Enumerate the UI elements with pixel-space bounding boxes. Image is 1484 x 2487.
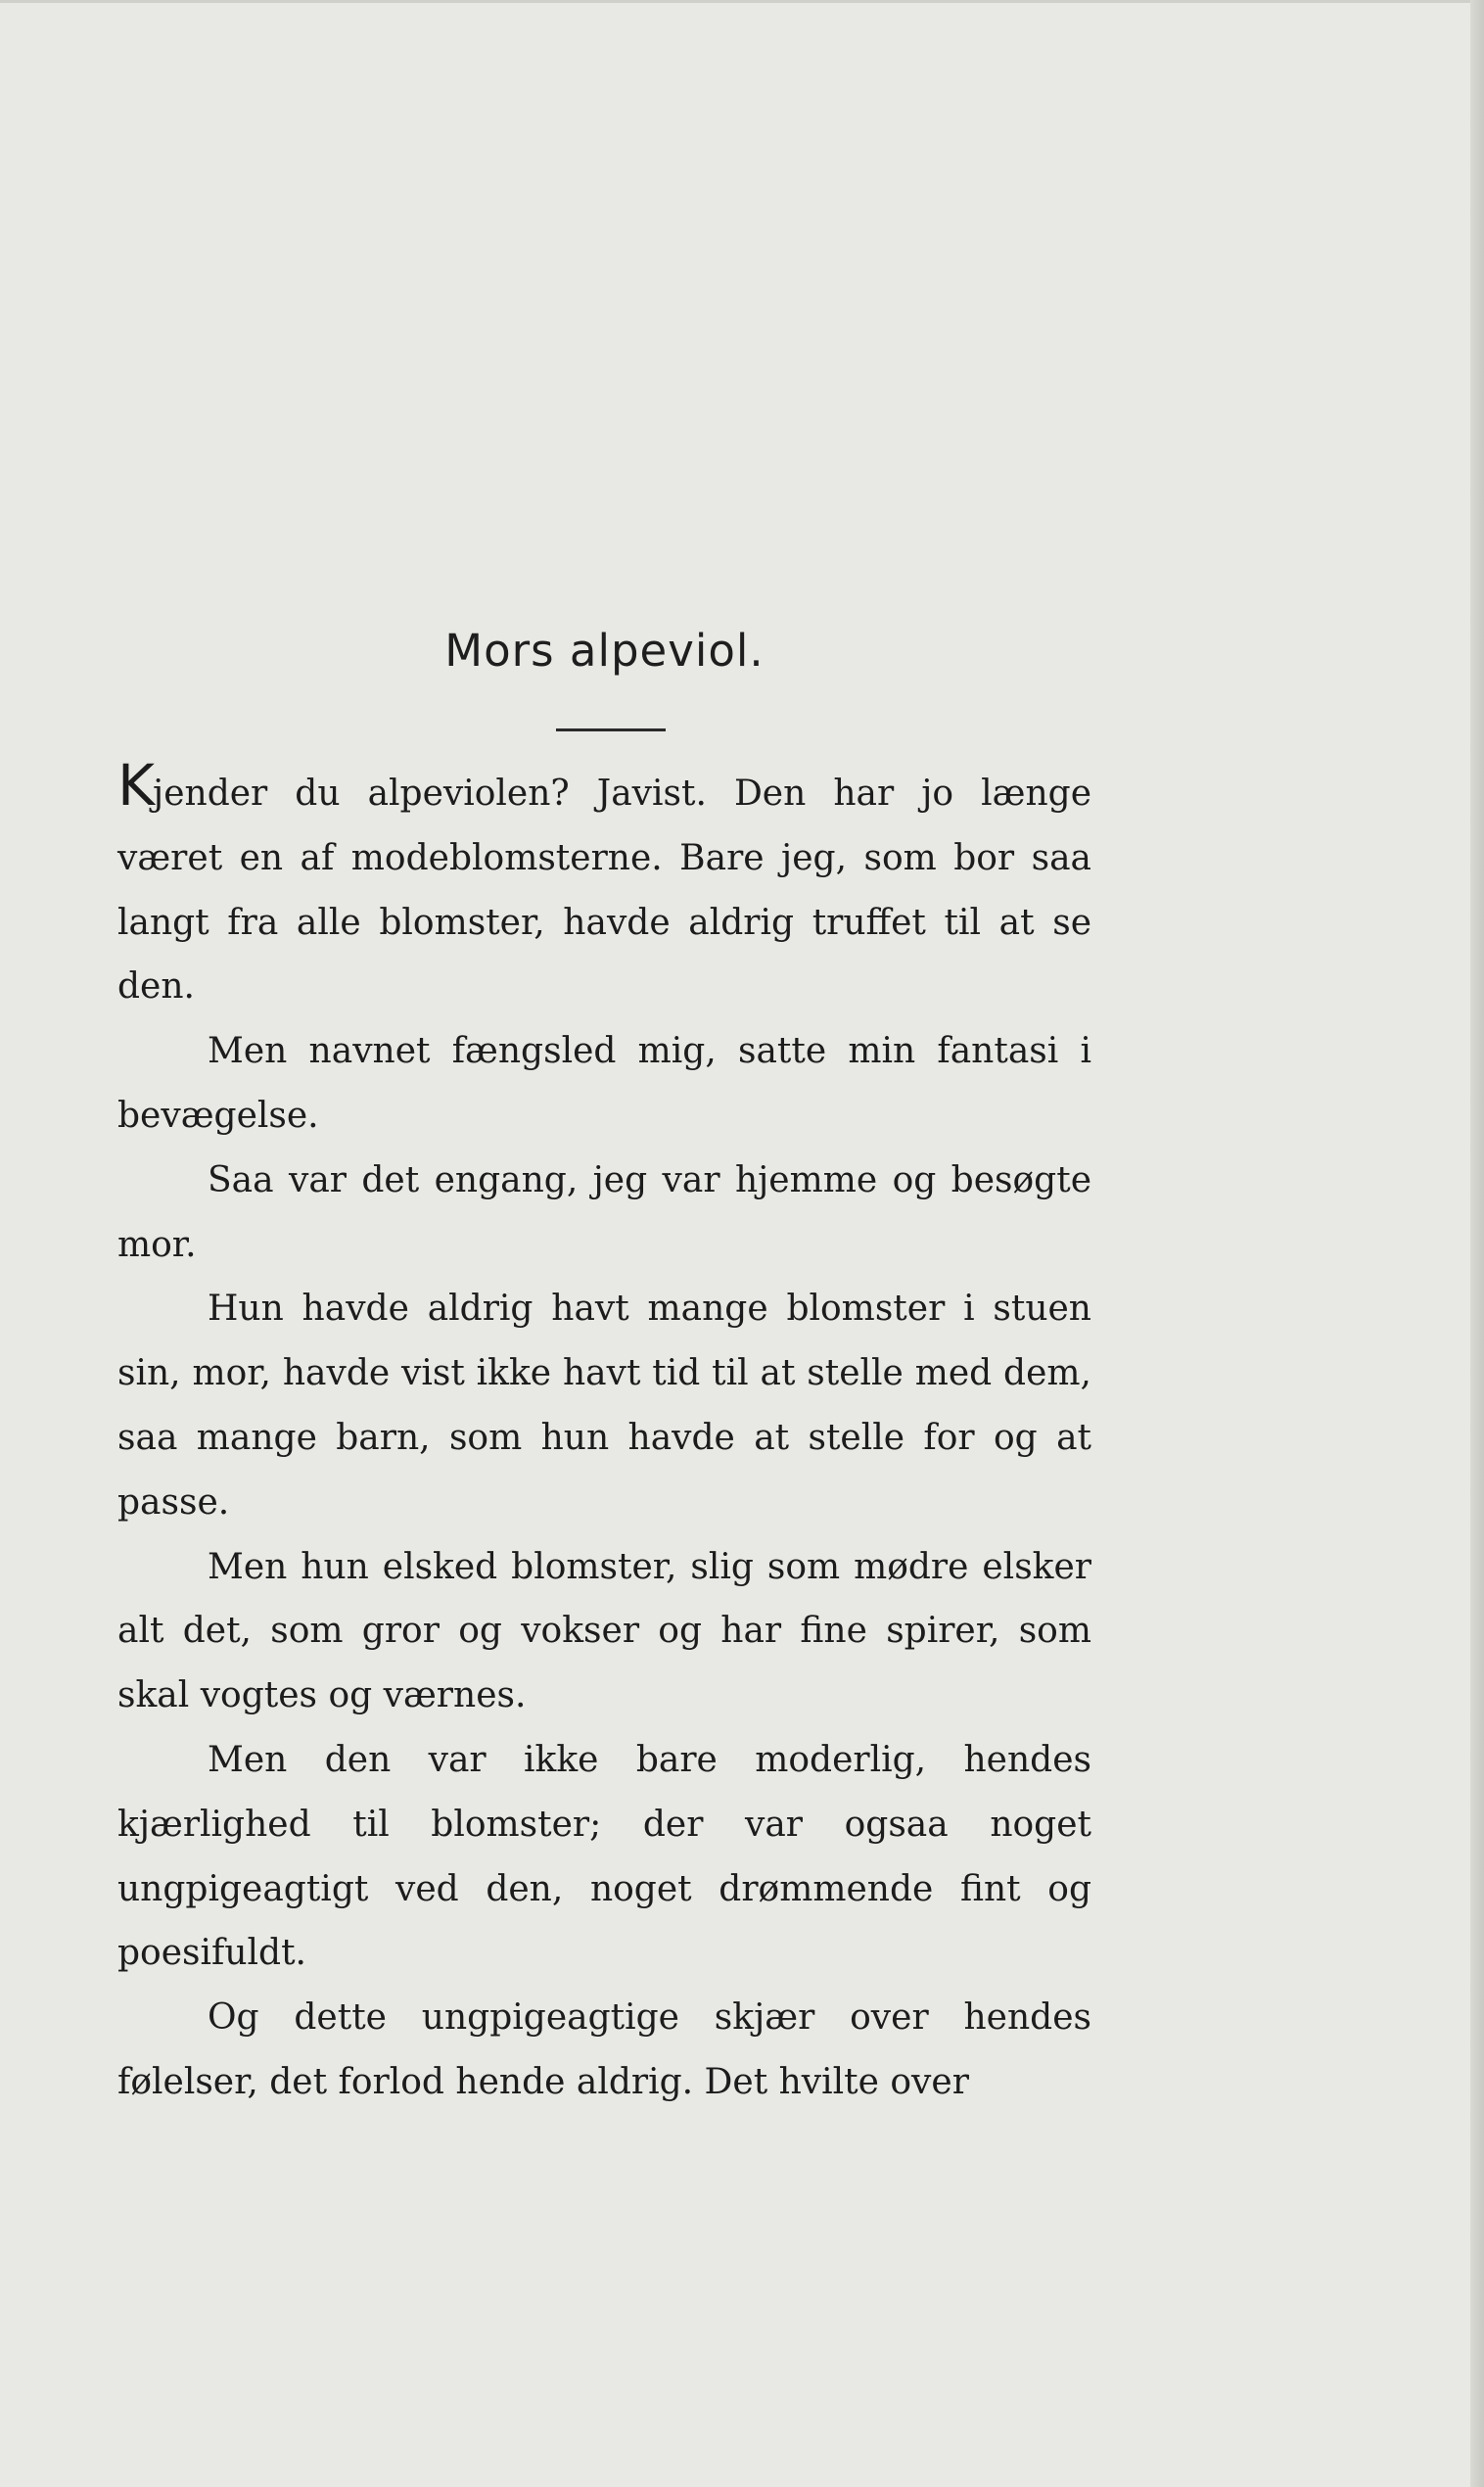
drop-cap: K — [117, 752, 154, 819]
paragraph-3: Saa var det engang, jeg var hjemme og besøgte mor. — [117, 1159, 1091, 1265]
title-divider — [556, 728, 666, 731]
paragraph-1-text: jender du alpeviolen? Javist. Den har jo længe været en af modeblomsterne. Bare jeg, som bor saa langt fra alle blomster, havde aldrig truffet til at se den. — [117, 774, 1091, 1008]
body-text — [117, 752, 1091, 2115]
paragraph-6: Men den var ikke bare moderlig, hendes kjærlighed til blomster; der var ogsaa noget ungpigeagtigt ved den, noget drømmende fint og poesifuldt. — [117, 1739, 1091, 1974]
paragraph-7: Og dette ungpigeagtige skjær over hendes følelser, det forlod hende aldrig. Det hvilte over — [117, 1997, 1091, 2102]
paragraph-2: Men navnet fængsled mig, satte min fantasi i bevægelse. — [117, 1031, 1091, 1136]
page-top-edge — [0, 0, 1484, 3]
paragraph-5: Men hun elsked blomster, slig som mødre elsker alt det, som gror og vokser og har fine spirer, som skal vogtes og værnes. — [117, 1546, 1091, 1716]
paragraph-1 — [117, 752, 1091, 1019]
page-right-edge — [1470, 0, 1484, 2487]
paragraph-4: Hun havde aldrig havt mange blomster i stuen sin, mor, havde vist ikke havt tid til at stelle med dem, saa mange barn, som hun havde at stelle for og at passe. — [117, 1289, 1091, 1523]
chapter-title: Mors alpeviol. — [444, 625, 765, 677]
